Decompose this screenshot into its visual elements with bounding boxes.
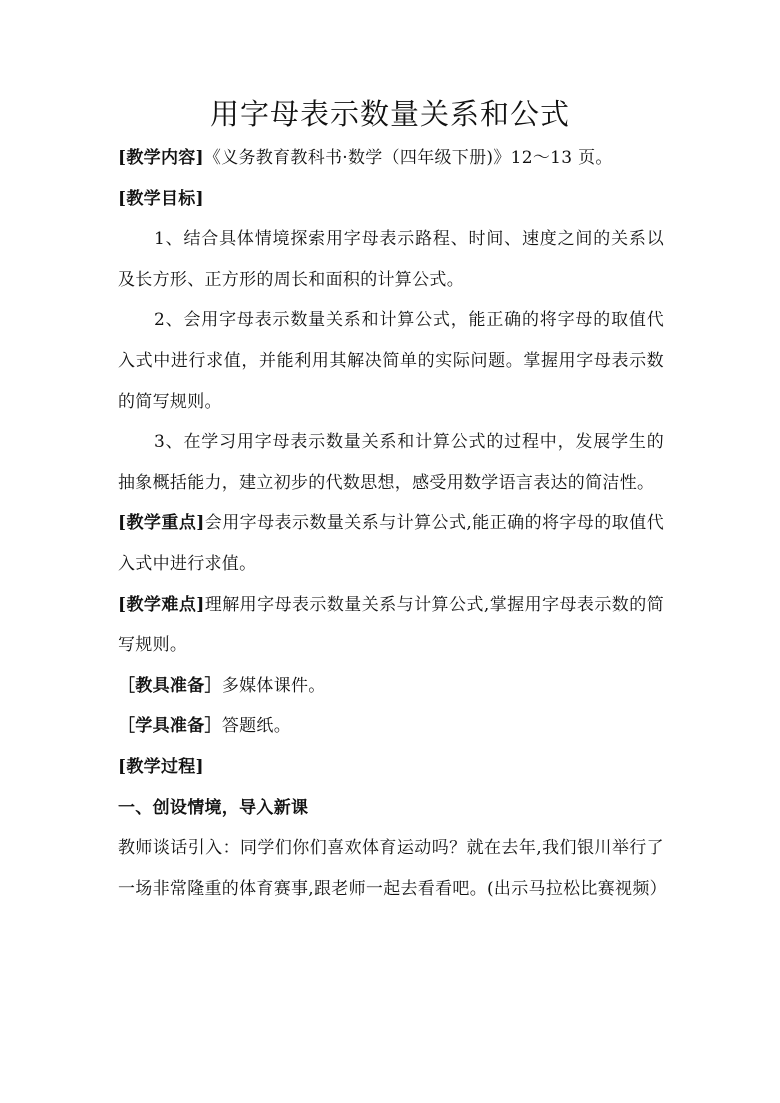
objective-item-1: 1、结合具体情境探索用字母表示路程、时间、速度之间的关系以及长方形、正方形的周长和面积的计算公式。 [118, 229, 664, 290]
objective-item-3: 3、在学习用字母表示数量关系和计算公式的过程中，发展学生的抽象概括能力，建立初步的代数思想，感受用数学语言表达的简洁性。 [118, 432, 664, 493]
teaching-content-label: [教学内容] [118, 148, 204, 168]
teaching-content-text: 《义务教育教科书·数学（四年级下册)》12～13 页。 [203, 148, 613, 168]
teaching-objectives-label: [教学目标] [118, 188, 204, 209]
student-prep-text: 答题纸。 [221, 716, 292, 737]
section-1-text: 教师谈话引入：同学们你们喜欢体育运动吗？就在去年,我们银川举行了一场非常隆重的体育赛事,跟老师一起去看看吧。(出示马拉松比赛视频） [118, 838, 667, 899]
teaching-objectives-heading [118, 179, 664, 220]
document-body [118, 138, 667, 909]
difficulties-text: 理解用字母表示数量关系与计算公式,掌握用字母表示数的简写规则。 [118, 594, 664, 656]
difficulties-paragraph [118, 585, 664, 666]
objective-item-2: 2、会用字母表示数量关系和计算公式，能正确的将字母的取值代入式中进行求值，并能利用其解决简单的实际问题。掌握用字母表示数的简写规则。 [118, 310, 664, 412]
teaching-process-label: [教学过程] [118, 756, 204, 777]
teaching-content-paragraph [118, 138, 664, 179]
teacher-prep-label: ［教具准备］ [118, 675, 222, 696]
teaching-process-heading [118, 747, 664, 788]
key-points-text: 会用字母表示数量关系与计算公式,能正确的将字母的取值代入式中进行求值。 [118, 513, 664, 574]
page-title: 用字母表示数量关系和公式 [209, 97, 570, 131]
teacher-prep-text: 多媒体课件。 [221, 675, 326, 696]
section-1-heading: 一、创设情境，导入新课 [118, 797, 309, 818]
teacher-prep-paragraph [118, 666, 664, 707]
student-prep-label: ［学具准备］ [118, 716, 222, 737]
student-prep-paragraph [118, 706, 664, 747]
key-points-paragraph [118, 503, 664, 584]
difficulties-label: [教学难点] [118, 594, 205, 615]
key-points-label: [教学重点] [118, 513, 205, 534]
